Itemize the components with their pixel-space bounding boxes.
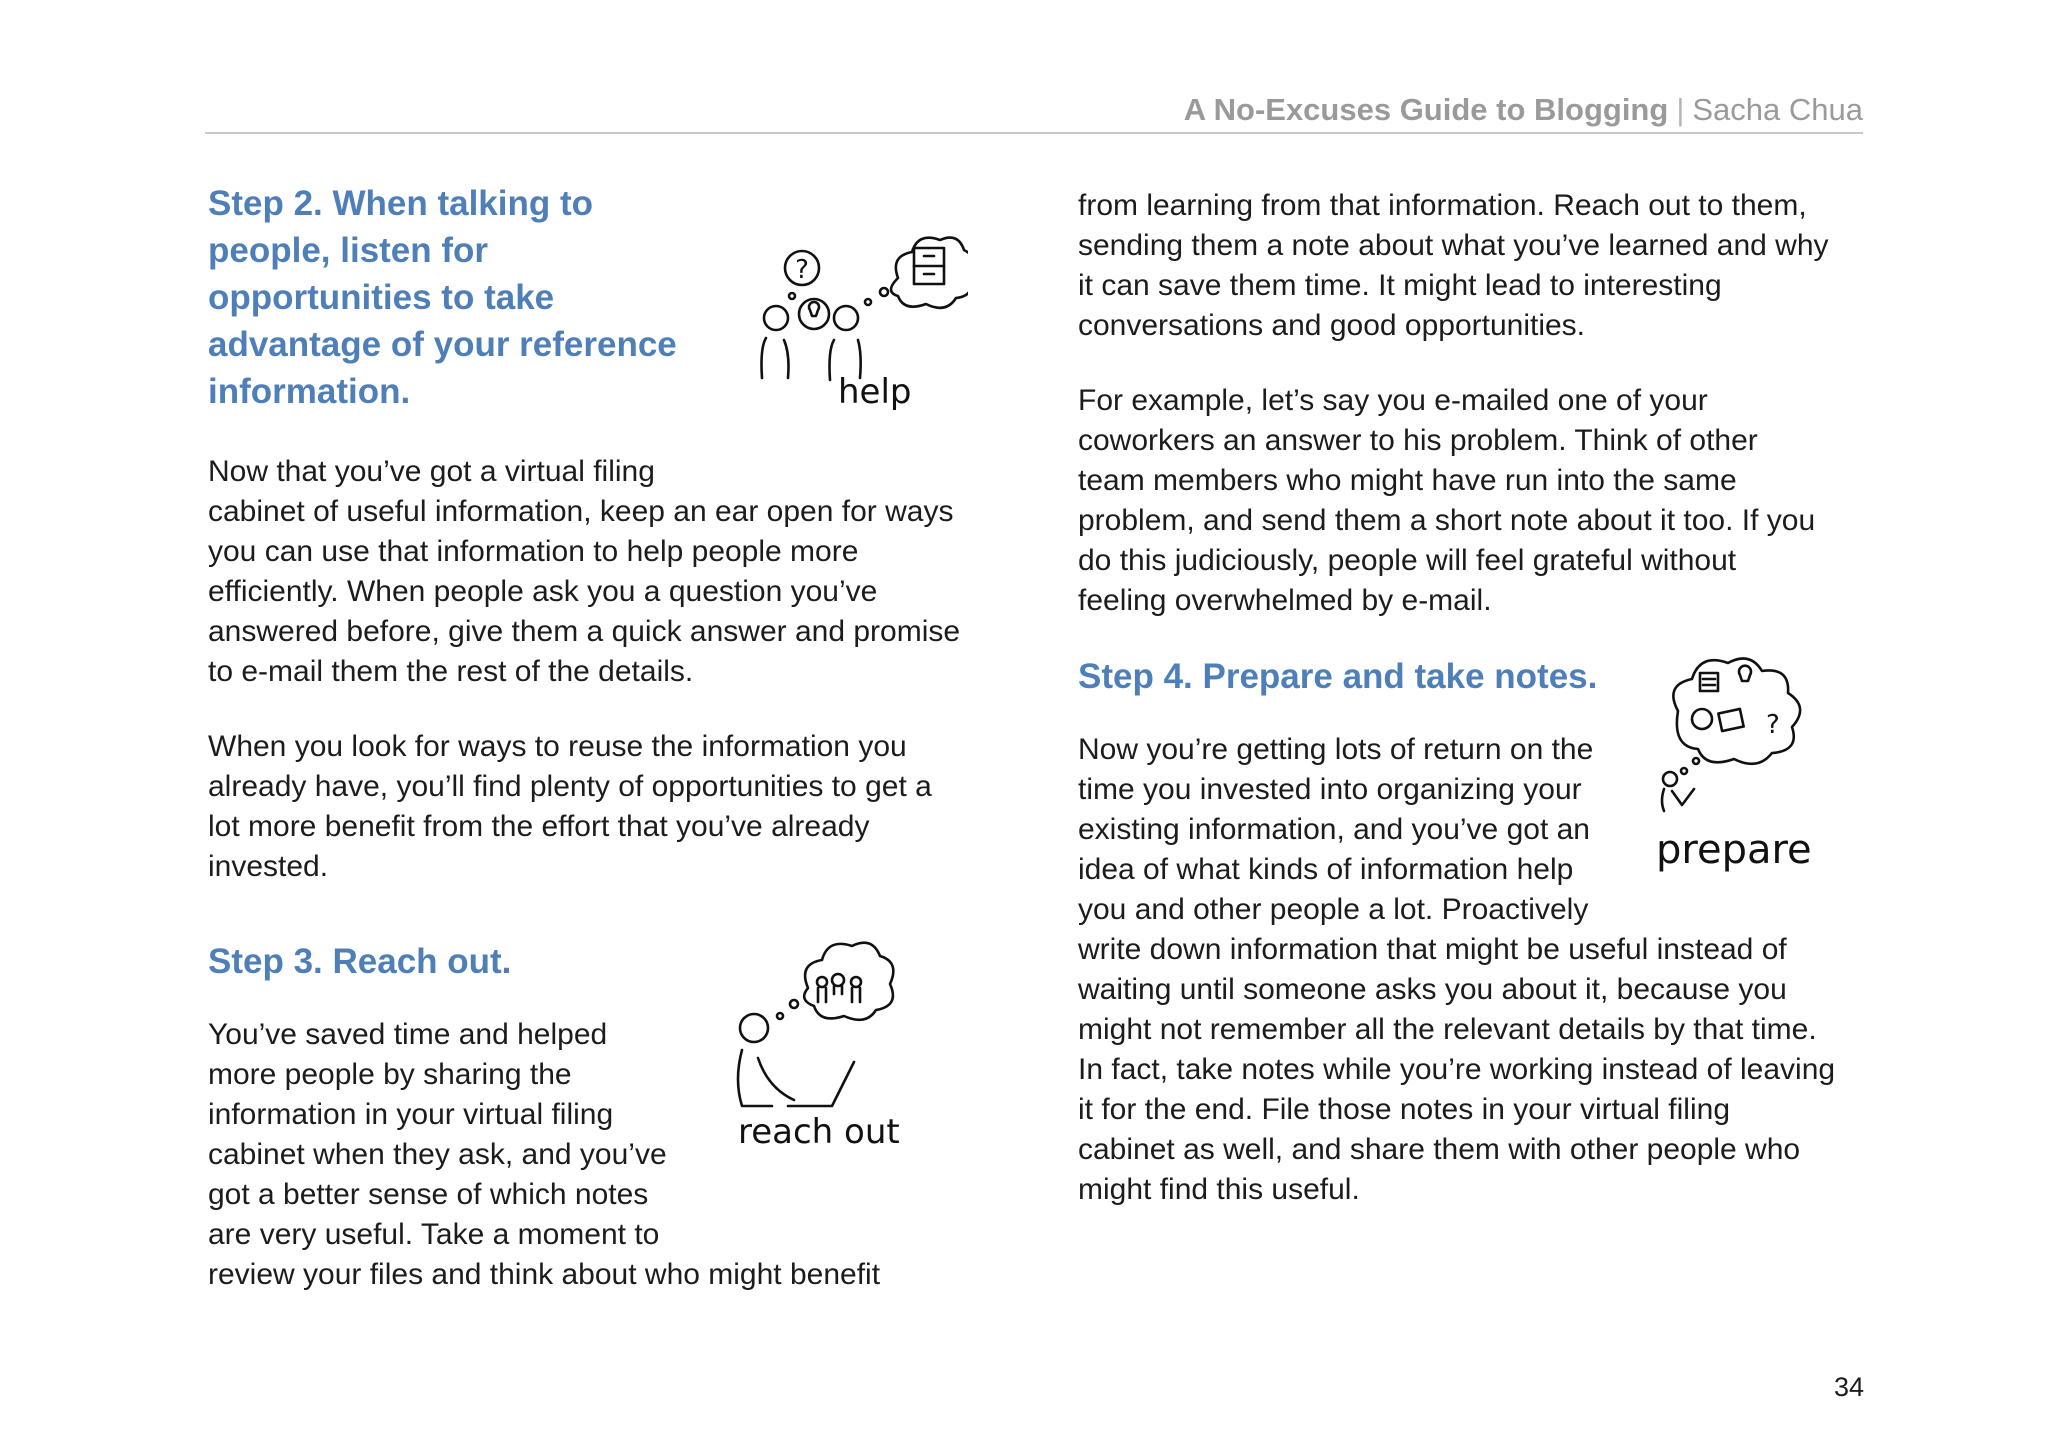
text-line: invested. bbox=[208, 850, 329, 883]
text-line: For example, let’s say you e-mailed one of your bbox=[1078, 384, 1708, 417]
text-line: already have, you’ll find plenty of opportunities to get a bbox=[208, 770, 932, 803]
step-2-paragraph-2 bbox=[208, 727, 960, 887]
text-line: information in your virtual filing bbox=[208, 1098, 614, 1131]
text-line: Now you’re getting lots of return on the bbox=[1078, 733, 1594, 766]
right-column bbox=[1078, 186, 1873, 1210]
text-line: got a better sense of which notes bbox=[208, 1178, 649, 1211]
heading-line: opportunities to take bbox=[208, 278, 555, 317]
text-line: are very useful. Take a moment to bbox=[208, 1218, 660, 1251]
svg-text:?: ? bbox=[1766, 710, 1780, 740]
header-separator: | bbox=[1676, 92, 1685, 127]
heading-line: advantage of your reference bbox=[208, 325, 677, 364]
text-line: sending them a note about what you’ve learned and why bbox=[1078, 229, 1829, 262]
reach-out-caption: reach out bbox=[738, 1112, 900, 1148]
text-line: lot more benefit from the effort that you’ve already bbox=[208, 810, 870, 843]
step-3-continued-paragraph bbox=[1078, 186, 1873, 346]
text-line: In fact, take notes while you’re working instead of leaving bbox=[1078, 1053, 1836, 1086]
text-line: efficiently. When people ask you a question you’ve bbox=[208, 575, 878, 608]
text-line: might not remember all the relevant details by that time. bbox=[1078, 1013, 1817, 1046]
text-line: When you look for ways to reuse the information you bbox=[208, 730, 907, 763]
reach-out-illustration bbox=[718, 918, 948, 1148]
text-line: idea of what kinds of information help bbox=[1078, 853, 1574, 886]
text-line: you can use that information to help people more bbox=[208, 535, 859, 568]
book-title: A No-Excuses Guide to Blogging bbox=[1183, 92, 1669, 127]
example-paragraph bbox=[1078, 381, 1873, 621]
step-4-heading: Step 4. Prepare and take notes. bbox=[1078, 657, 1598, 696]
step-3-heading: Step 3. Reach out. bbox=[208, 942, 512, 981]
text-line: cabinet as well, and share them with other people who bbox=[1078, 1133, 1801, 1166]
running-header bbox=[205, 88, 1863, 134]
text-line: time you invested into organizing your bbox=[1078, 773, 1582, 806]
prepare-caption: prepare bbox=[1656, 827, 1812, 873]
text-line: feeling overwhelmed by e-mail. bbox=[1078, 584, 1492, 617]
left-column bbox=[208, 180, 998, 1291]
text-line: write down information that might be useful instead of bbox=[1078, 933, 1787, 966]
step-2-heading bbox=[208, 180, 708, 415]
text-line: team members who might have run into the same bbox=[1078, 464, 1737, 497]
text-line: it for the end. File those notes in your virtual filing bbox=[1078, 1093, 1731, 1126]
text-line: might find this useful. bbox=[1078, 1173, 1360, 1206]
text-line: cabinet of useful information, keep an ear open for ways bbox=[208, 495, 954, 528]
text-line: conversations and good opportunities. bbox=[1078, 309, 1586, 342]
step-3-section bbox=[208, 938, 998, 1295]
text-line: do this judiciously, people will feel grateful without bbox=[1078, 544, 1737, 577]
help-illustration bbox=[748, 218, 968, 418]
help-caption: help bbox=[838, 372, 912, 412]
text-line: cabinet when they ask, and you’ve bbox=[208, 1138, 667, 1171]
text-line: answered before, give them a quick answer and promise bbox=[208, 615, 961, 648]
text-line: coworkers an answer to his problem. Think of other bbox=[1078, 424, 1758, 457]
text-line: problem, and send them a short note about it too. If you bbox=[1078, 504, 1816, 537]
text-line: you and other people a lot. Proactively bbox=[1078, 893, 1589, 926]
text-line: from learning from that information. Reach out to them, bbox=[1078, 189, 1807, 222]
heading-line: information. bbox=[208, 372, 411, 411]
text-line: to e-mail them the rest of the details. bbox=[208, 655, 694, 688]
prepare-illustration bbox=[1648, 641, 1848, 881]
step-4-section bbox=[1078, 653, 1873, 1210]
heading-line: people, listen for bbox=[208, 231, 489, 270]
text-line: it can save them time. It might lead to interesting bbox=[1078, 269, 1722, 302]
page-number: 34 bbox=[1833, 1372, 1864, 1402]
text-line: existing information, and you’ve got an bbox=[1078, 813, 1590, 846]
text-line: Now that you’ve got a virtual filing bbox=[208, 455, 655, 488]
heading-line: Step 2. When talking to bbox=[208, 184, 594, 223]
text-line: more people by sharing the bbox=[208, 1058, 572, 1091]
text-line: You’ve saved time and helped bbox=[208, 1018, 608, 1051]
author-name: Sacha Chua bbox=[1692, 92, 1863, 127]
step-2-section bbox=[208, 180, 998, 883]
step-2-paragraph-1 bbox=[208, 452, 960, 692]
svg-text:?: ? bbox=[795, 255, 809, 285]
text-line: review your files and think about who might benefit bbox=[208, 1258, 881, 1291]
text-line: waiting until someone asks you about it, because you bbox=[1078, 973, 1787, 1006]
